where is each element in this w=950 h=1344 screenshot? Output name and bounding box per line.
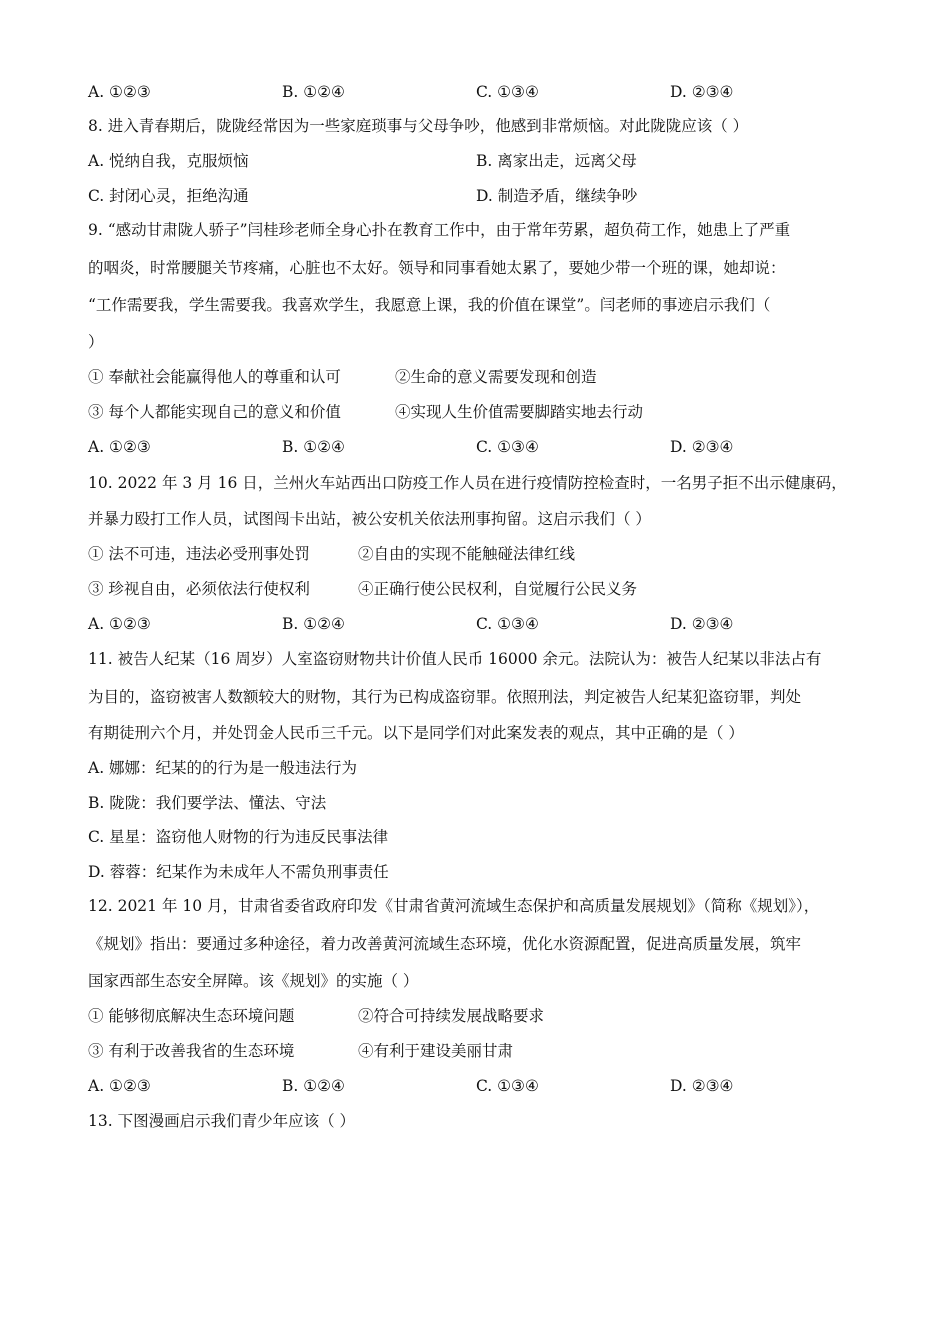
q8-option-a: A. 悦纳自我，克服烦恼 [88, 152, 249, 170]
q9-option-a: A. ①②③ [88, 438, 151, 456]
q8-option-d: D. 制造矛盾，继续争吵 [476, 187, 638, 205]
q12-option-d: D. ②③④ [670, 1077, 734, 1095]
q10-statement-2: ②自由的实现不能触碰法律红线 [358, 545, 576, 563]
question-8-stem: 8. 进入青春期后，陇陇经常因为一些家庭琐事与父母争吵，他感到非常烦恼。对此陇陇应该（ ） [88, 117, 749, 135]
question-11-line-3: 有期徒刑六个月，并处罚金人民币三千元。以下是同学们对此案发表的观点，其中正确的是（ ） [88, 724, 744, 742]
question-12-line-1: 12. 2021 年 10 月，甘肃省委省政府印发《甘肃省黄河流域生态保护和高质量发展规划》（简称《规划》）， [88, 897, 820, 915]
q8-option-c: C. 封闭心灵，拒绝沟通 [88, 187, 249, 205]
question-10-line-1: 10. 2022 年 3 月 16 日，兰州火车站西出口防疫工作人员在进行疫情防控检查时，一名男子拒不出示健康码， [88, 474, 847, 492]
q12-option-c: C. ①③④ [476, 1077, 539, 1095]
q9-statement-3: ③ 每个人都能实现自己的意义和价值 [88, 403, 341, 421]
q11-option-d: D. 蓉蓉：纪某作为未成年人不需负刑事责任 [88, 863, 389, 881]
q10-option-a: A. ①②③ [88, 615, 151, 633]
question-10-line-2: 并暴力殴打工作人员，试图闯卡出站，被公安机关依法刑事拘留。这启示我们（ ） [88, 510, 651, 528]
q12-statement-4: ④有利于建设美丽甘肃 [358, 1042, 514, 1060]
question-12-line-2: 《规划》指出：要通过多种途径，着力改善黄河流域生态环境，优化水资源配置，促进高质量发展，筑牢 [88, 935, 802, 953]
option-b: B. ①②④ [282, 83, 345, 101]
question-12-line-3: 国家西部生态安全屏障。该《规划》的实施（ ） [88, 972, 419, 990]
option-d: D. ②③④ [670, 83, 734, 101]
q11-option-b: B. 陇陇：我们要学法、懂法、守法 [88, 794, 327, 812]
q8-option-b: B. 离家出走，远离父母 [476, 152, 637, 170]
q9-statement-1: ① 奉献社会能赢得他人的尊重和认可 [88, 368, 341, 386]
q10-statement-4: ④正确行使公民权利，自觉履行公民义务 [358, 580, 638, 598]
q12-option-a: A. ①②③ [88, 1077, 151, 1095]
q12-statement-2: ②符合可持续发展战略要求 [358, 1007, 545, 1025]
question-9-line-2: 的咽炎，时常腰腿关节疼痛，心脏也不太好。领导和同事看她太累了，要她少带一个班的课，她却说： [88, 259, 786, 277]
q9-statement-2: ②生命的意义需要发现和创造 [395, 368, 597, 386]
option-c: C. ①③④ [476, 83, 539, 101]
q12-statement-3: ③ 有利于改善我省的生态环境 [88, 1042, 295, 1060]
q12-option-b: B. ①②④ [282, 1077, 345, 1095]
q9-statement-4: ④实现人生价值需要脚踏实地去行动 [395, 403, 644, 421]
question-11-line-1: 11. 被告人纪某（16 周岁）人室盗窃财物共计价值人民币 16000 余元。法院认为：被告人纪某以非法占有 [88, 650, 822, 668]
q10-statement-1: ① 法不可违，违法必受刑事处罚 [88, 545, 310, 563]
question-9-line-1: 9. “感动甘肃陇人骄子”闫桂珍老师全身心扑在教育工作中，由于常年劳累，超负荷工作，她患上了严重 [88, 221, 791, 239]
option-a: A. ①②③ [88, 83, 151, 101]
q9-option-d: D. ②③④ [670, 438, 734, 456]
q9-option-c: C. ①③④ [476, 438, 539, 456]
q10-option-b: B. ①②④ [282, 615, 345, 633]
q10-option-c: C. ①③④ [476, 615, 539, 633]
q10-statement-3: ③ 珍视自由，必须依法行使权利 [88, 580, 310, 598]
question-11-line-2: 为目的，盗窃被害人数额较大的财物，其行为已构成盗窃罪。依照刑法，判定被告人纪某犯盗窃罪，判处 [88, 688, 802, 706]
question-13-stem: 13. 下图漫画启示我们青少年应该（ ） [88, 1112, 356, 1130]
question-9-line-4: ） [88, 333, 104, 351]
question-9-line-3: “工作需要我，学生需要我。我喜欢学生，我愿意上课，我的价值在课堂”。闫老师的事迹启示我们（ [88, 296, 771, 314]
q11-option-a: A. 娜娜：纪某的的行为是一般违法行为 [88, 759, 358, 777]
q11-option-c: C. 星星：盗窃他人财物的行为违反民事法律 [88, 828, 389, 846]
q10-option-d: D. ②③④ [670, 615, 734, 633]
q12-statement-1: ① 能够彻底解决生态环境问题 [88, 1007, 295, 1025]
q9-option-b: B. ①②④ [282, 438, 345, 456]
